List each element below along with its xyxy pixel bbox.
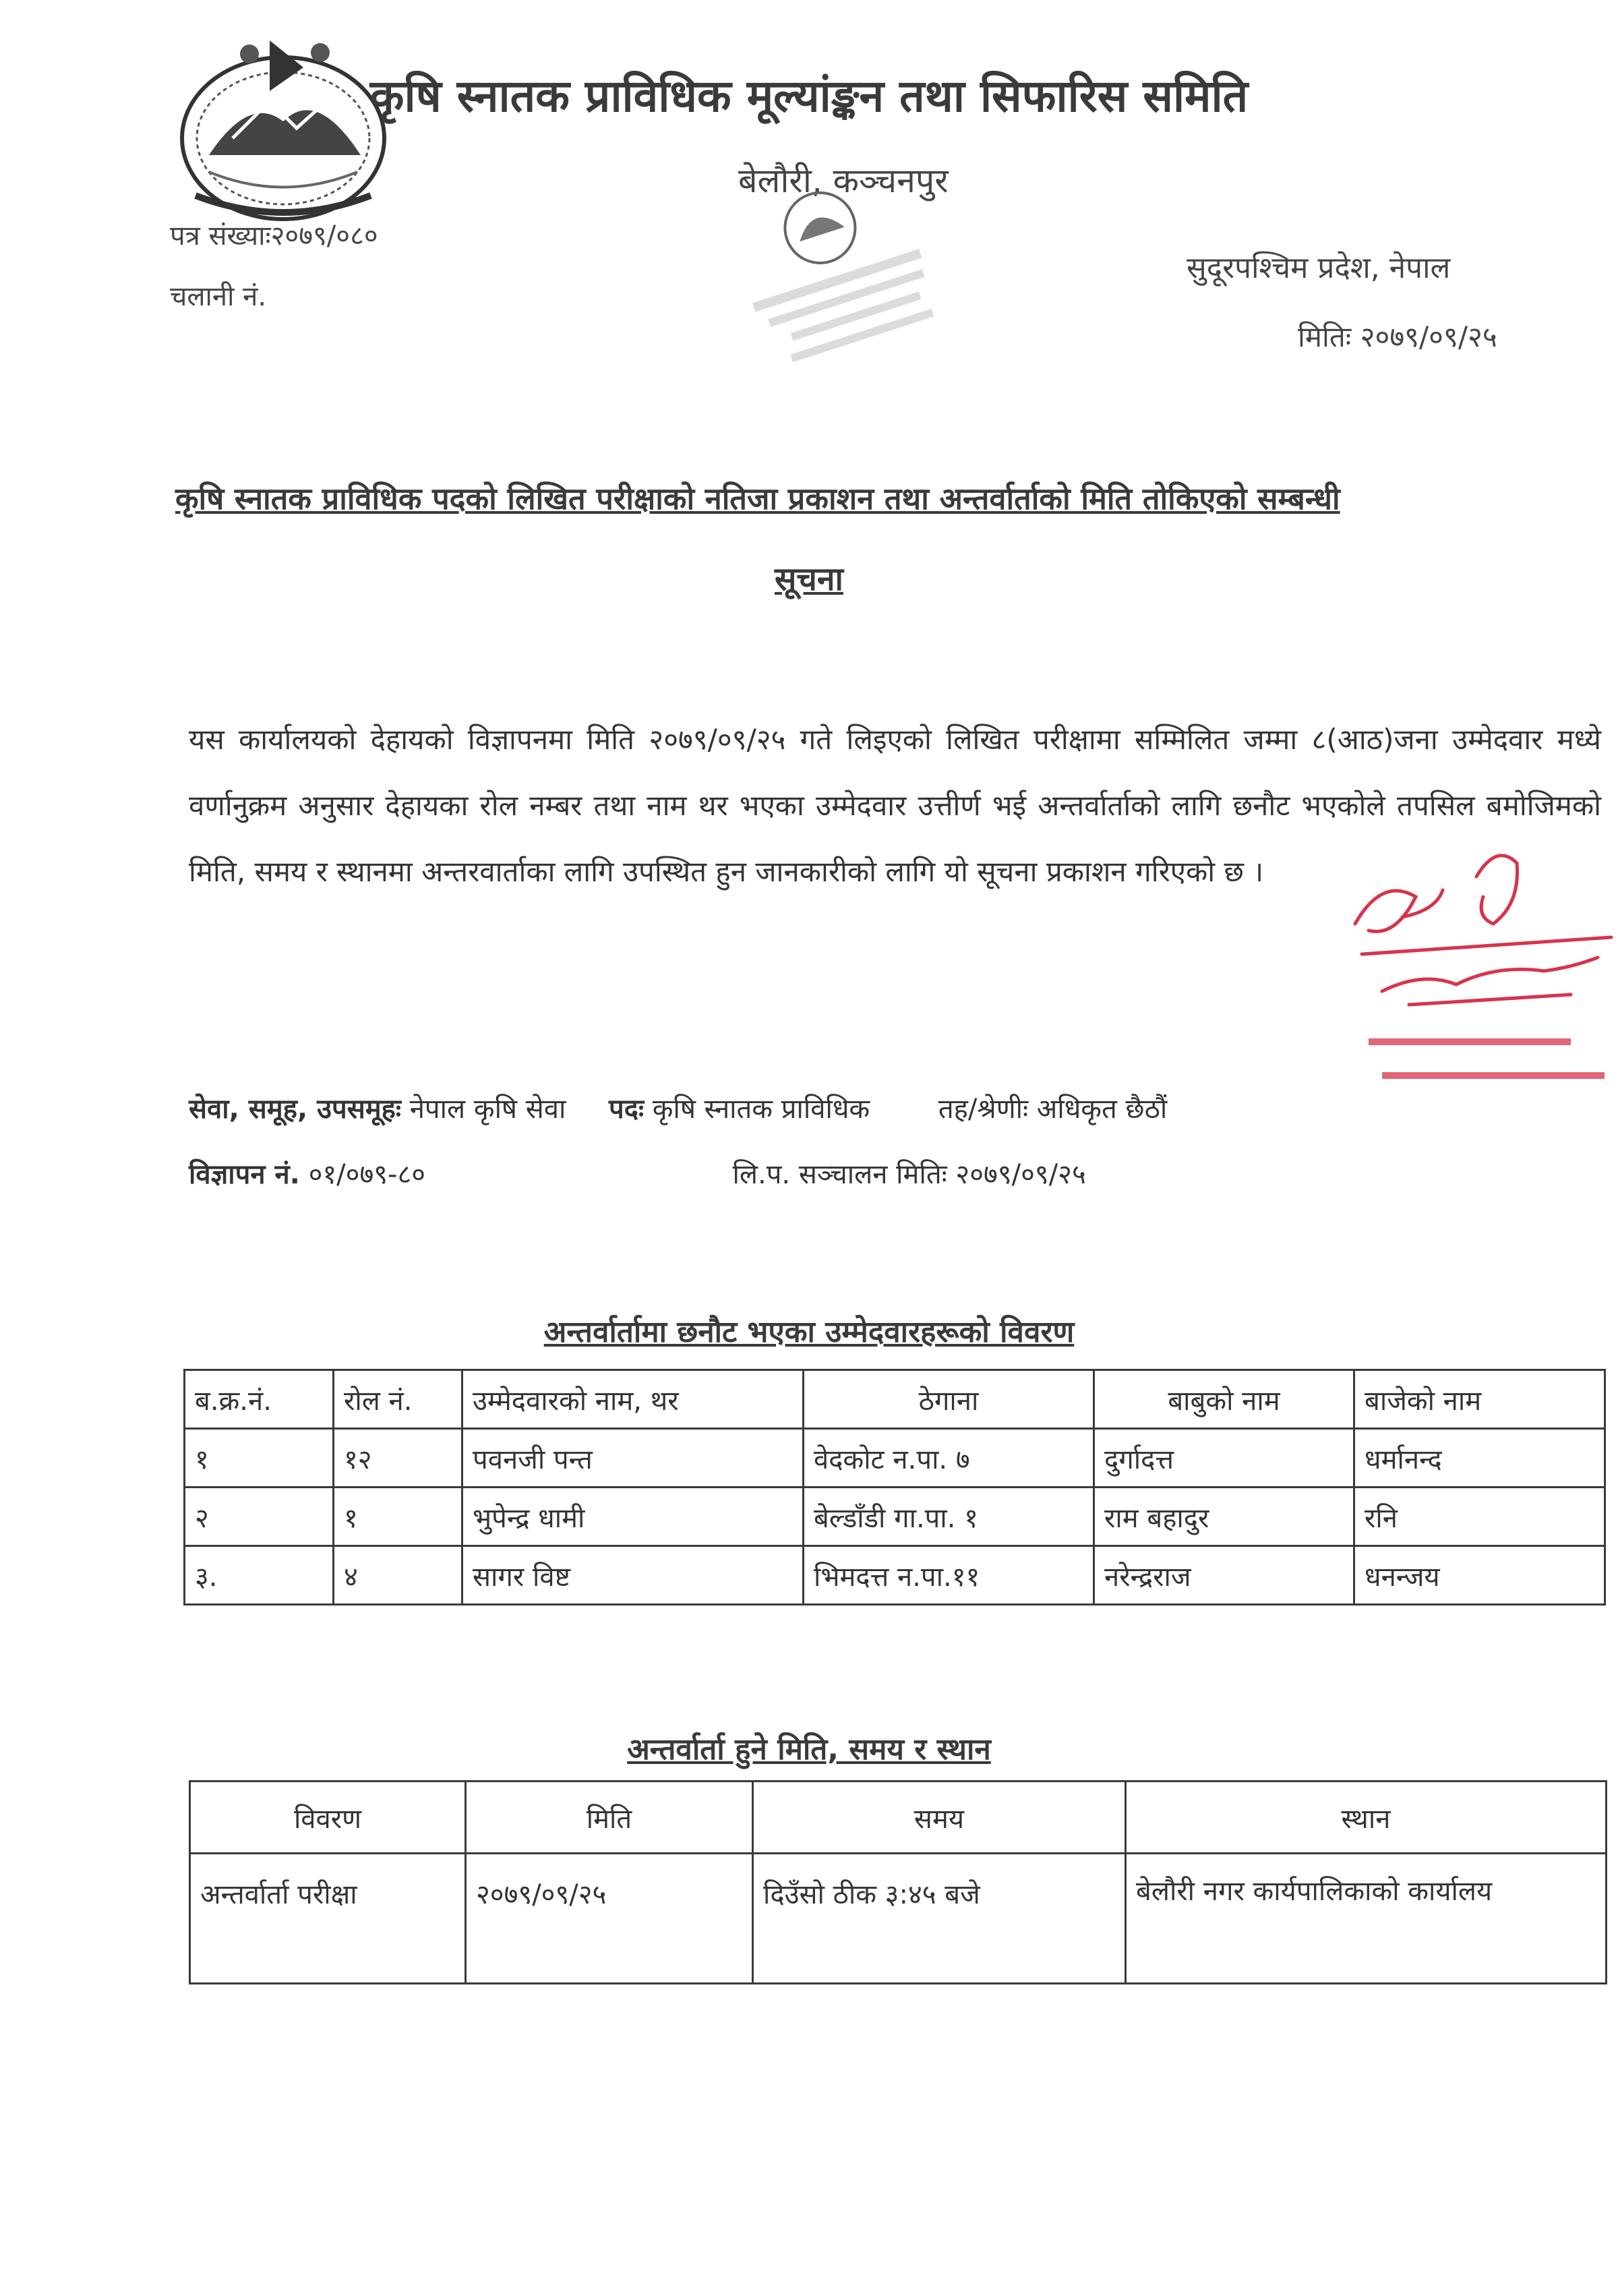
column-header: स्थान (1126, 1782, 1607, 1854)
exam-date-label: लि.प. सञ्चालन मितिः (732, 1159, 947, 1190)
advertisement-line (189, 1154, 1605, 1191)
column-header: ब.क्र.नं. (185, 1370, 334, 1429)
table-header-row (185, 1370, 1605, 1429)
table-header-row (190, 1782, 1607, 1854)
exam-date: २०७९/०९/२५ (955, 1159, 1086, 1190)
table-cell: सागर विष्ट (462, 1546, 804, 1605)
table-cell: वेदकोट न.पा. ७ (804, 1429, 1094, 1488)
dispatch-number: चलानी नं. (170, 281, 267, 312)
signature-icon (1342, 836, 1618, 1133)
schedule-table-title: अन्तर्वार्ता हुने मिति, समय र स्थान (627, 1732, 991, 1767)
table-cell: दिउँसो ठीक ३:४५ बजे (753, 1854, 1126, 1984)
table-cell: ३. (185, 1546, 334, 1605)
ad-number: ०१/०७९-८० (308, 1159, 426, 1190)
table-cell: धर्मानन्द (1354, 1429, 1605, 1488)
service-line (189, 1089, 1605, 1126)
province-name: सुदूरपश्चिम प्रदेश, नेपाल (1187, 251, 1451, 285)
letter-date: मितिः २०७९/०९/२५ (1298, 320, 1497, 353)
notice-label: सूचना (774, 560, 843, 598)
table-cell: बेलौरी नगर कार्यपालिकाको कार्यालय (1126, 1854, 1607, 1984)
level-value: अधिकृत छैठौं (1036, 1094, 1168, 1125)
municipality-seal-icon (718, 152, 947, 381)
table-cell: राम बहादुर (1094, 1488, 1354, 1546)
table-cell: १ (334, 1488, 462, 1546)
table-cell: भुपेन्द्र धामी (462, 1488, 804, 1546)
notice-body: यस कार्यालयको देहायको विज्ञापनमा मिति २०७९/०९/२५ गते लिइएको लिखित परीक्षामा सम्मिलित जम्मा ८(आठ)जना उम्मेदवार मध्ये वर्णानुक्रम अनुसार देहायका रोल नम्बर तथा नाम थर भएका उम्मेदवार उत्तीर्ण भई अन्तर्वार्ताको लागि छनौट भएकोले तपसिल बमोजिमको मिति, समय र स्थानमा अन्तरवार्ताका लागि उपस्थित हुन जानकारीको लागि यो सूचना प्रकाशन गरिएको छ । (189, 723, 1601, 888)
notice-heading: कृषि स्नातक प्राविधिक पदको लिखित परीक्षाको नतिजा प्रकाशन तथा अन्तर्वार्ताको मिति तोकिएको सम्बन्धी (175, 481, 1340, 517)
column-header: बाबुको नाम (1094, 1370, 1354, 1429)
column-header: उम्मेदवारको नाम, थर (462, 1370, 804, 1429)
table-cell: धनन्जय (1354, 1546, 1605, 1605)
table-row (190, 1854, 1607, 1984)
column-header: बाजेको नाम (1354, 1370, 1605, 1429)
service-value: नेपाल कृषि सेवा (409, 1094, 566, 1125)
letter-number: पत्र संख्याः२०७९/०८० (170, 220, 378, 252)
column-header: मिति (466, 1782, 753, 1854)
table-cell: ४ (334, 1546, 462, 1605)
table-cell: भिमदत्त न.पा.११ (804, 1546, 1094, 1605)
table-row (185, 1488, 1605, 1546)
column-header: रोल नं. (334, 1370, 462, 1429)
table-cell: पवनजी पन्त (462, 1429, 804, 1488)
table-cell: २ (185, 1488, 334, 1546)
table-row (185, 1546, 1605, 1605)
post-value: कृषि स्नातक प्राविधिक (652, 1094, 870, 1125)
schedule-table (189, 1780, 1607, 1984)
table-cell: रनि (1354, 1488, 1605, 1546)
service-label: सेवा, समूह, उपसमूहः (189, 1094, 402, 1125)
table-cell: अन्तर्वार्ता परीक्षा (190, 1854, 466, 1984)
candidates-table (183, 1369, 1606, 1606)
column-header: विवरण (190, 1782, 466, 1854)
table-cell: २०७९/०९/२५ (466, 1854, 753, 1984)
column-header: समय (753, 1782, 1126, 1854)
table-cell: १२ (334, 1429, 462, 1488)
table-cell: बेल्डाँडी गा.पा. १ (804, 1488, 1094, 1546)
level-label: तह/श्रेणीः (938, 1094, 1029, 1125)
committee-title: कृषि स्नातक प्राविधिक मूल्यांङ्कन तथा सिफारिस समिति (369, 70, 1249, 122)
table-cell: १ (185, 1429, 334, 1488)
post-label: पदः (608, 1094, 645, 1125)
table-cell: नरेन्द्रराज (1094, 1546, 1354, 1605)
candidates-table-title: अन्तर्वार्तामा छनौट भएका उम्मेदवारहरूको विवरण (543, 1315, 1075, 1349)
table-row (185, 1429, 1605, 1488)
nepal-emblem-icon (169, 27, 398, 223)
ad-label: विज्ञापन नं. (189, 1159, 300, 1190)
committee-location: बेलौरी, कञ्चनपुर (738, 161, 949, 200)
table-cell: दुर्गादत्त (1094, 1429, 1354, 1488)
column-header: ठेगाना (804, 1370, 1094, 1429)
